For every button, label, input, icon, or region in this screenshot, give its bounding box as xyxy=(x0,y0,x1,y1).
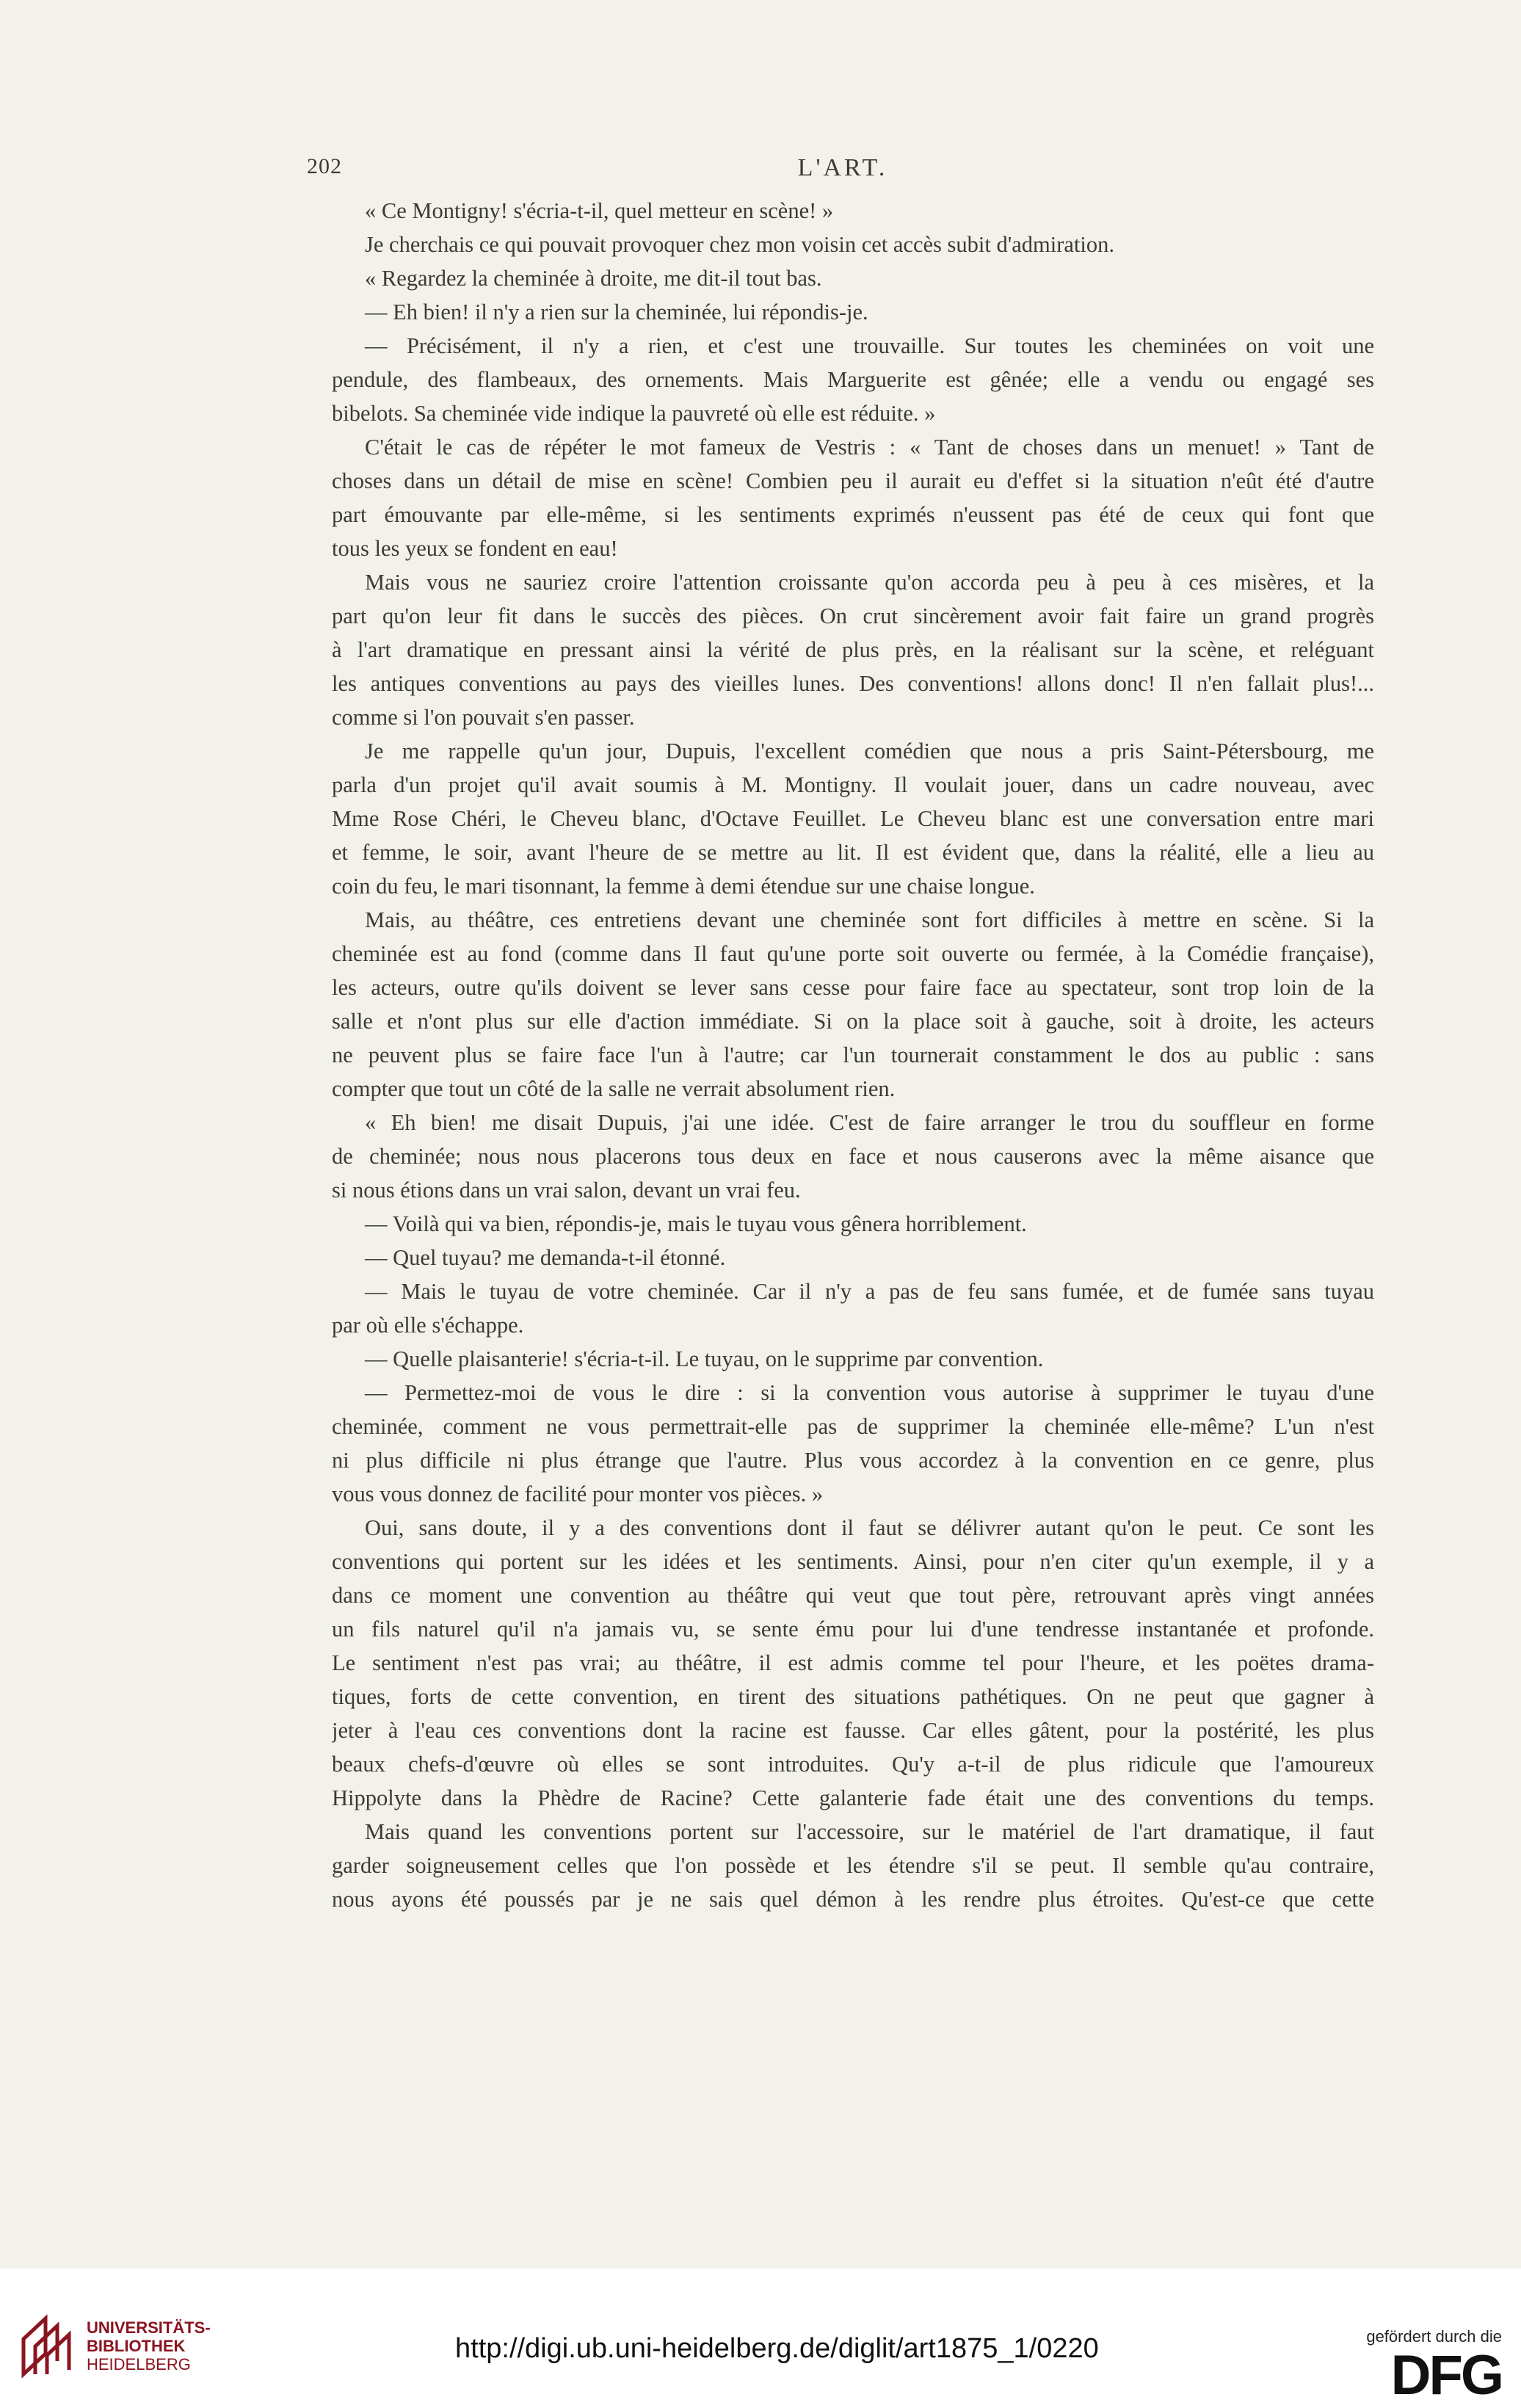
text-line: Mais quand les conventions portent sur l'accessoire, sur le matériel de l'art dramatique, il faut xyxy=(365,1819,1374,1844)
text-line: cheminée est au fond (comme dans Il faut qu'une porte soit ouverte ou fermée, à la Comédie française), xyxy=(332,941,1374,966)
text-line: vous vous donnez de facilité pour monter vos pièces. » xyxy=(332,1482,824,1506)
text-line: garder soigneusement celles que l'on possède et les étendre s'il se peut. Il semble qu'au contraire, xyxy=(332,1853,1374,1878)
article-body xyxy=(332,194,1374,1916)
text-line: Mais vous ne sauriez croire l'attention croissante qu'on accorda peu à peu à ces misères, et la xyxy=(365,570,1374,595)
text-line: part émouvante par elle-même, si les sentiments exprimés n'eussent pas été de ceux qui font que xyxy=(332,502,1374,527)
text-line: — Permettez-moi de vous le dire : si la convention vous autorise à supprimer le tuyau d'une xyxy=(365,1380,1374,1405)
library-name xyxy=(87,2318,211,2373)
text-line: Mme Rose Chéri, le Cheveu blanc, d'Octave Feuillet. Le Cheveu blanc est une conversation entre mari xyxy=(332,806,1374,831)
text-line: et femme, le soir, avant l'heure de se mettre au lit. Il est évident que, dans la réalité, elle a lieu au xyxy=(332,840,1374,865)
text-line: Je cherchais ce qui pouvait provoquer chez mon voisin cet accès subit d'admiration. xyxy=(365,232,1114,257)
text-line: beaux chefs-d'œuvre où elles se sont introduites. Qu'y a-t-il de plus ridicule que l'amoureux xyxy=(332,1752,1374,1777)
library-name-line-2: BIBLIOTHEK xyxy=(87,2337,186,2355)
text-line: compter que tout un côté de la salle ne verrait absolument rien. xyxy=(332,1076,896,1101)
text-line: jeter à l'eau ces conventions dont la racine est fausse. Car elles gâtent, pour la postérité, les plus xyxy=(332,1718,1374,1743)
text-line: « Eh bien! me disait Dupuis, j'ai une idée. C'est de faire arranger le trou du souffleur en forme xyxy=(365,1110,1374,1135)
text-line: — Voilà qui va bien, répondis-je, mais le tuyau vous gênera horriblement. xyxy=(365,1211,1027,1236)
text-line: les acteurs, outre qu'ils doivent se lever sans cesse pour faire face au spectateur, sont trop loin de la xyxy=(332,975,1374,1000)
permalink-url[interactable]: http://digi.ub.uni-heidelberg.de/diglit/art1875_1/0220 xyxy=(455,2333,1099,2364)
text-line: tous les yeux se fondent en eau! xyxy=(332,536,618,561)
text-line: — Eh bien! il n'y a rien sur la cheminée, lui répondis-je. xyxy=(365,300,868,324)
text-line: — Quel tuyau? me demanda-t-il étonné. xyxy=(365,1245,726,1270)
text-line: Oui, sans doute, il y a des conventions dont il faut se délivrer autant qu'on le peut. Ce sont les xyxy=(365,1515,1374,1540)
text-line: Mais, au théâtre, ces entretiens devant une cheminée sont fort difficiles à mettre en scène. Si la xyxy=(365,907,1374,932)
text-line: Le sentiment n'est pas vrai; au théâtre, il est admis comme tel pour l'heure, et les poëtes drama- xyxy=(332,1650,1374,1675)
viewer-footer xyxy=(0,2269,1521,2408)
text-line: les antiques conventions au pays des vieilles lunes. Des conventions! allons donc! Il n'en fallait plus!... xyxy=(332,671,1374,696)
journal-title: L'ART. xyxy=(797,154,888,181)
text-line: cheminée, comment ne vous permettrait-elle pas de supprimer la cheminée elle-même? L'un n'est xyxy=(332,1414,1374,1439)
text-line: choses dans un détail de mise en scène! Combien peu il aurait eu d'effet si la situation n'eût été d'autre xyxy=(332,468,1374,493)
text-line: « Regardez la cheminée à droite, me dit-il tout bas. xyxy=(365,266,822,291)
text-line: parla d'un projet qu'il avait soumis à M. Montigny. Il voulait jouer, dans un cadre nouveau, avec xyxy=(332,772,1374,797)
text-line: bibelots. Sa cheminée vide indique la pauvreté où elle est réduite. » xyxy=(332,401,936,426)
text-line: à l'art dramatique en pressant ainsi la vérité de plus près, en la réalisant sur la scène, et reléguant xyxy=(332,637,1374,662)
text-line: conventions qui portent sur les idées et les sentiments. Ainsi, pour n'en citer qu'un exemple, il y a xyxy=(332,1549,1374,1574)
text-line: part qu'on leur fit dans le succès des pièces. On crut sincèrement avoir fait faire un grand progrès xyxy=(332,603,1374,628)
text-line: ne peuvent plus se faire face l'un à l'autre; car l'un tournerait constamment le dos au public : sans xyxy=(332,1042,1374,1067)
text-line: comme si l'on pouvait s'en passer. xyxy=(332,705,635,730)
dfg-logo: DFG xyxy=(1390,2344,1502,2407)
text-line: pendule, des flambeaux, des ornements. Mais Marguerite est gênée; elle a vendu ou engagé ses xyxy=(332,367,1374,392)
text-line: tiques, forts de cette convention, en tirent des situations pathétiques. On ne peut que gagner à xyxy=(332,1684,1374,1709)
text-line: si nous étions dans un vrai salon, devant un vrai feu. xyxy=(332,1178,801,1203)
text-line: Hippolyte dans la Phèdre de Racine? Cette galanterie fade était une des conventions du temps. xyxy=(332,1785,1374,1810)
running-head xyxy=(307,154,1379,191)
text-line: par où elle s'échappe. xyxy=(332,1313,524,1338)
funding-caption: gefördert durch die xyxy=(1366,2327,1502,2346)
library-logo-icon xyxy=(16,2313,87,2379)
library-name-line-1: UNIVERSITÄTS- xyxy=(87,2318,211,2337)
text-line: C'était le cas de répéter le mot fameux de Vestris : « Tant de choses dans un menuet! » Tant de xyxy=(365,435,1374,460)
text-line: ni plus difficile ni plus étrange que l'autre. Plus vous accordez à la convention en ce genre, plus xyxy=(332,1448,1374,1473)
text-line: de cheminée; nous nous placerons tous deux en face et nous causerons avec la même aisance que xyxy=(332,1144,1374,1169)
text-line: — Mais le tuyau de votre cheminée. Car il n'y a pas de feu sans fumée, et de fumée sans tuyau xyxy=(365,1279,1374,1304)
page-number: 202 xyxy=(307,154,342,178)
text-line: « Ce Montigny! s'écria-t-il, quel metteur en scène! » xyxy=(365,198,834,223)
text-line: — Quelle plaisanterie! s'écria-t-il. Le tuyau, on le supprime par convention. xyxy=(365,1346,1044,1371)
text-line: — Précisément, il n'y a rien, et c'est une trouvaille. Sur toutes les cheminées on voit une xyxy=(365,333,1374,358)
text-line: coin du feu, le mari tisonnant, la femme à demi étendue sur une chaise longue. xyxy=(332,874,1035,899)
text-line: dans ce moment une convention au théâtre qui veut que tout père, retrouvant après vingt années xyxy=(332,1583,1374,1608)
text-line: nous ayons été poussés par je ne sais quel démon à les rendre plus étroites. Qu'est-ce que cette xyxy=(332,1887,1374,1912)
text-line: un fils naturel qu'il n'a jamais vu, se sente ému pour lui d'une tendresse instantanée et profonde. xyxy=(332,1617,1374,1642)
text-line: salle et n'ont plus sur elle d'action immédiate. Si on la place soit à gauche, soit à droite, les acteurs xyxy=(332,1009,1374,1034)
library-name-line-3: HEIDELBERG xyxy=(87,2355,191,2373)
text-line: Je me rappelle qu'un jour, Dupuis, l'excellent comédien que nous a pris Saint-Pétersbourg, me xyxy=(365,739,1374,764)
